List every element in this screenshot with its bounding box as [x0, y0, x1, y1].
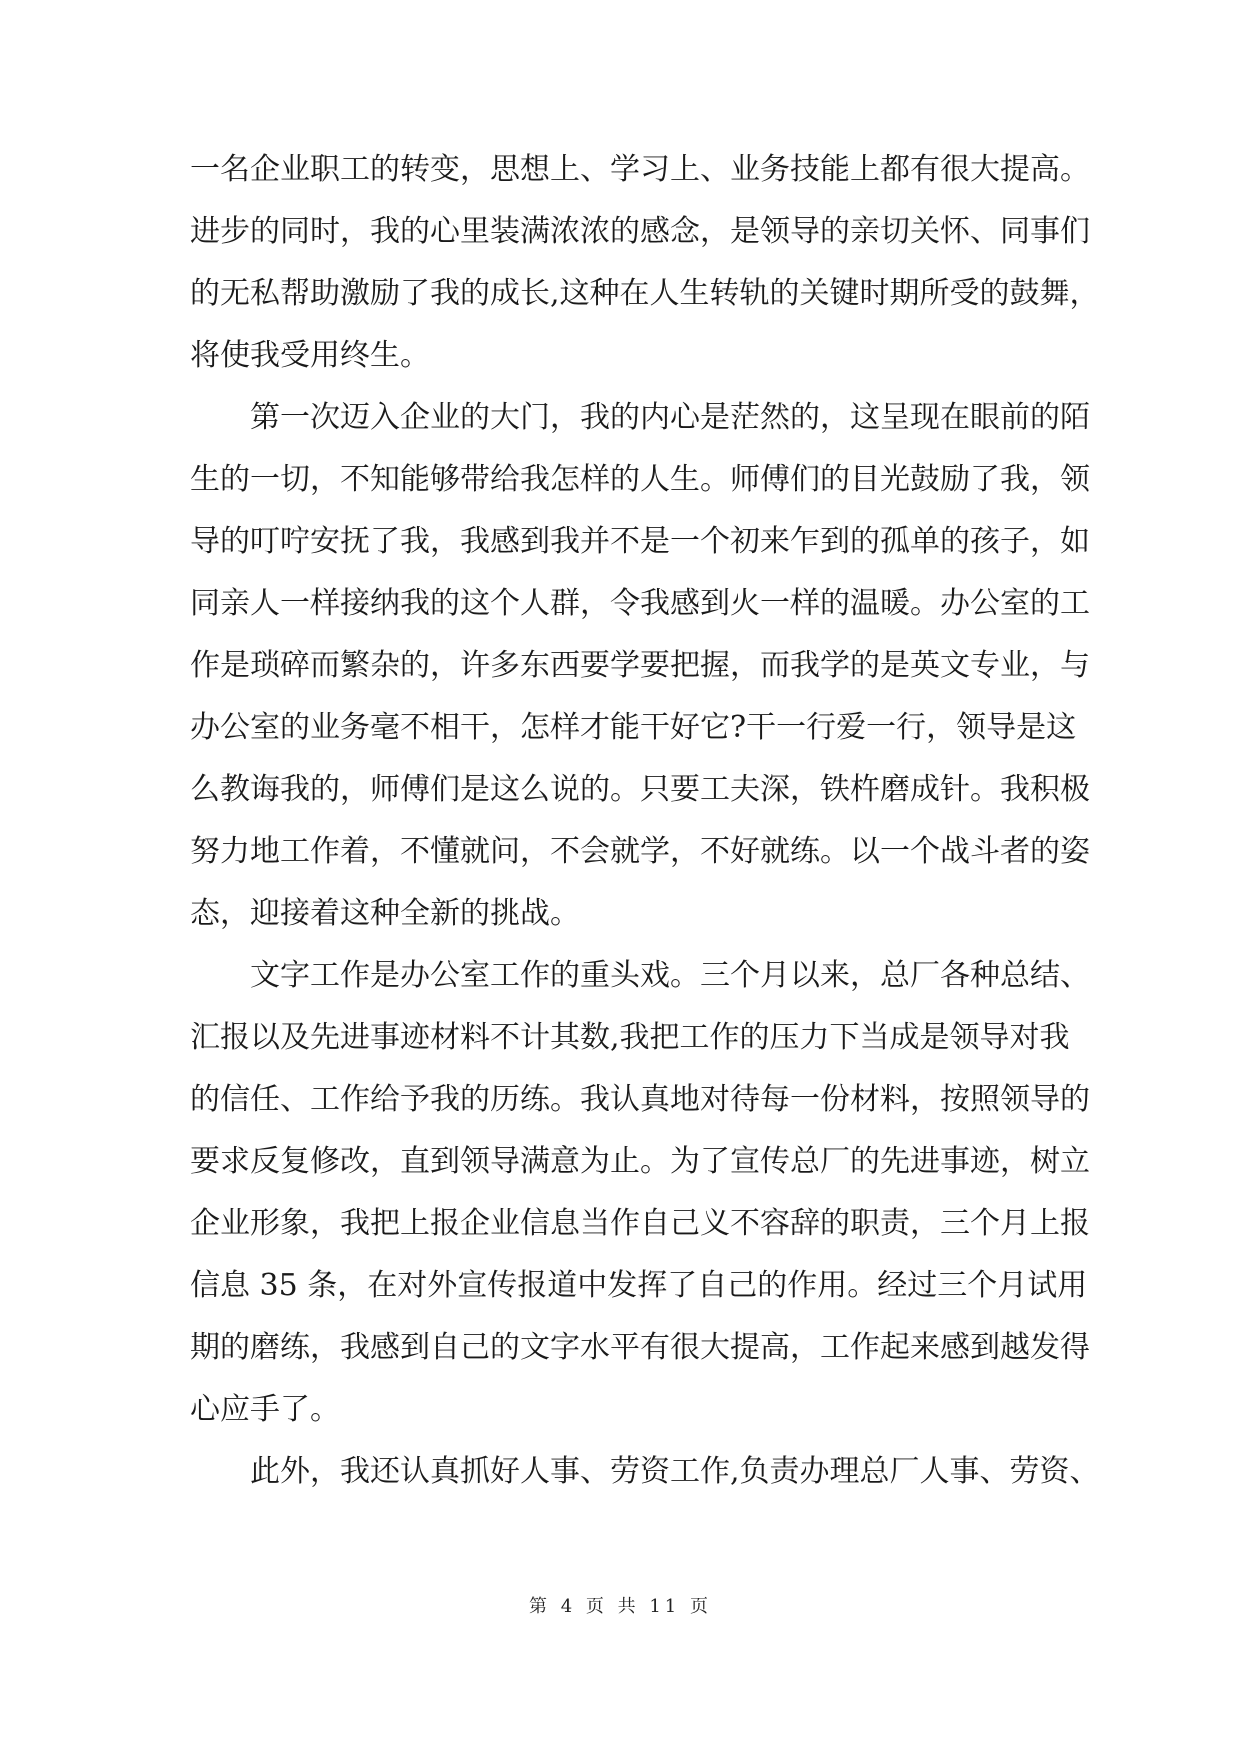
paragraph-first-line: 文字工作是办公室工作的重头戏。三个月以来，总厂各种总结、	[250, 958, 1090, 993]
text-line: 努力地工作着，不懂就问，不会就学，不好就练。以一个战斗者的姿	[190, 834, 1090, 869]
text-line: 要求反复修改，直到领导满意为止。为了宣传总厂的先进事迹，树立	[190, 1144, 1090, 1179]
text-line: 一名企业职工的转变，思想上、学习上、业务技能上都有很大提高。	[190, 152, 1090, 187]
text-line: 将使我受用终生。	[190, 338, 430, 373]
text-line: 的无私帮助激励了我的成长,这种在人生转轨的关键时期所受的鼓舞，	[190, 276, 1100, 311]
text-line: 生的一切，不知能够带给我怎样的人生。师傅们的目光鼓励了我，领	[190, 462, 1090, 497]
paragraph-first-line: 此外，我还认真抓好人事、劳资工作,负责办理总厂人事、劳资、	[250, 1454, 1100, 1489]
paragraph-first-line: 第一次迈入企业的大门，我的内心是茫然的，这呈现在眼前的陌	[250, 400, 1090, 435]
text-line: 汇报以及先进事迹材料不计其数,我把工作的压力下当成是领导对我	[190, 1020, 1070, 1055]
text-line: 期的磨练，我感到自己的文字水平有很大提高，工作起来感到越发得	[190, 1330, 1090, 1365]
text-line: 进步的同时，我的心里装满浓浓的感念，是领导的亲切关怀、同事们	[190, 214, 1090, 249]
text-line: 作是琐碎而繁杂的，许多东西要学要把握，而我学的是英文专业，与	[190, 648, 1090, 683]
text-line: 心应手了。	[190, 1392, 340, 1427]
text-line: 信息 35 条，在对外宣传报道中发挥了自己的作用。经过三个月试用	[190, 1268, 1088, 1303]
text-line: 企业形象，我把上报企业信息当作自己义不容辞的职责，三个月上报	[190, 1206, 1090, 1241]
text-line: 的信任、工作给予我的历练。我认真地对待每一份材料，按照领导的	[190, 1082, 1090, 1117]
text-line: 导的叮咛安抚了我，我感到我并不是一个初来乍到的孤单的孩子，如	[190, 524, 1090, 559]
text-line: 态，迎接着这种全新的挑战。	[190, 896, 580, 931]
text-line: 同亲人一样接纳我的这个人群，令我感到火一样的温暖。办公室的工	[190, 586, 1090, 621]
text-line: 办公室的业务毫不相干，怎样才能干好它?干一行爱一行，领导是这	[190, 710, 1077, 745]
text-line: 么教诲我的，师傅们是这么说的。只要工夫深，铁杵磨成针。我积极	[190, 772, 1090, 807]
page-number-footer: 第 4 页 共 11 页	[529, 1596, 712, 1617]
document-body	[190, 150, 1100, 1514]
